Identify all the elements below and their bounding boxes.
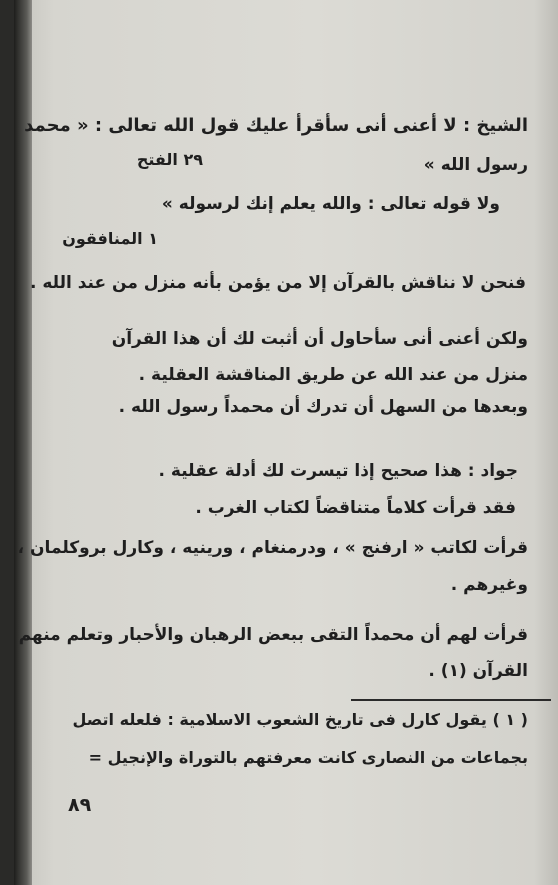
footnote-line-2: بجماعات من النصارى كانت معرفتهم بالتوراة والإنجيل = bbox=[88, 748, 528, 767]
text-line-4: فنحن لا نناقش بالقرآن إلا من يؤمن بأنه منزل من عند الله . bbox=[29, 273, 526, 293]
text-line-3: ولا قوله تعالى : والله يعلم إنك لرسوله » bbox=[161, 194, 500, 214]
text-line-13: القرآن (١) . bbox=[428, 661, 528, 681]
text-line-11: وغيرهم . bbox=[450, 575, 528, 595]
text-line-1: الشيخ : لا أعنى أنى سأقرأ عليك قول الله تعالى : « محمد bbox=[24, 115, 528, 136]
text-line-6: منزل من عند الله عن طريق المناقشة العقلية . bbox=[138, 365, 528, 385]
text-line-10: قرأت لكاتب « ارفنج » ، ودرمنغام ، ورينيه ، وكارل بروكلمان ، bbox=[17, 538, 528, 558]
footnote-divider bbox=[351, 699, 551, 701]
text-line-7: وبعدها من السهل أن تدرك أن محمداً رسول الله . bbox=[118, 397, 528, 417]
surah-ref-munafiqun: ١ المنافقون bbox=[62, 229, 158, 248]
text-line-2: رسول الله » bbox=[423, 155, 528, 175]
page-number: ٨٩ bbox=[68, 794, 92, 816]
footnote-line-1: ( ١ ) يقول كارل فى تاريخ الشعوب الاسلامية : فلعله اتصل bbox=[72, 710, 528, 729]
text-line-12: قرأت لهم أن محمداً التقى ببعض الرهبان والأحبار وتعلم منهم bbox=[18, 625, 528, 645]
text-line-8: جواد : هذا صحيح إذا تيسرت لك أدلة عقلية . bbox=[158, 461, 518, 481]
surah-ref-fath: ٢٩ الفتح bbox=[136, 150, 203, 169]
book-page bbox=[14, 0, 558, 885]
text-line-9: فقد قرأت كلاماً متناقضاً لكتاب الغرب . bbox=[195, 498, 516, 518]
text-line-5: ولكن أعنى أنى سأحاول أن أثبت لك أن هذا القرآن bbox=[111, 329, 528, 349]
